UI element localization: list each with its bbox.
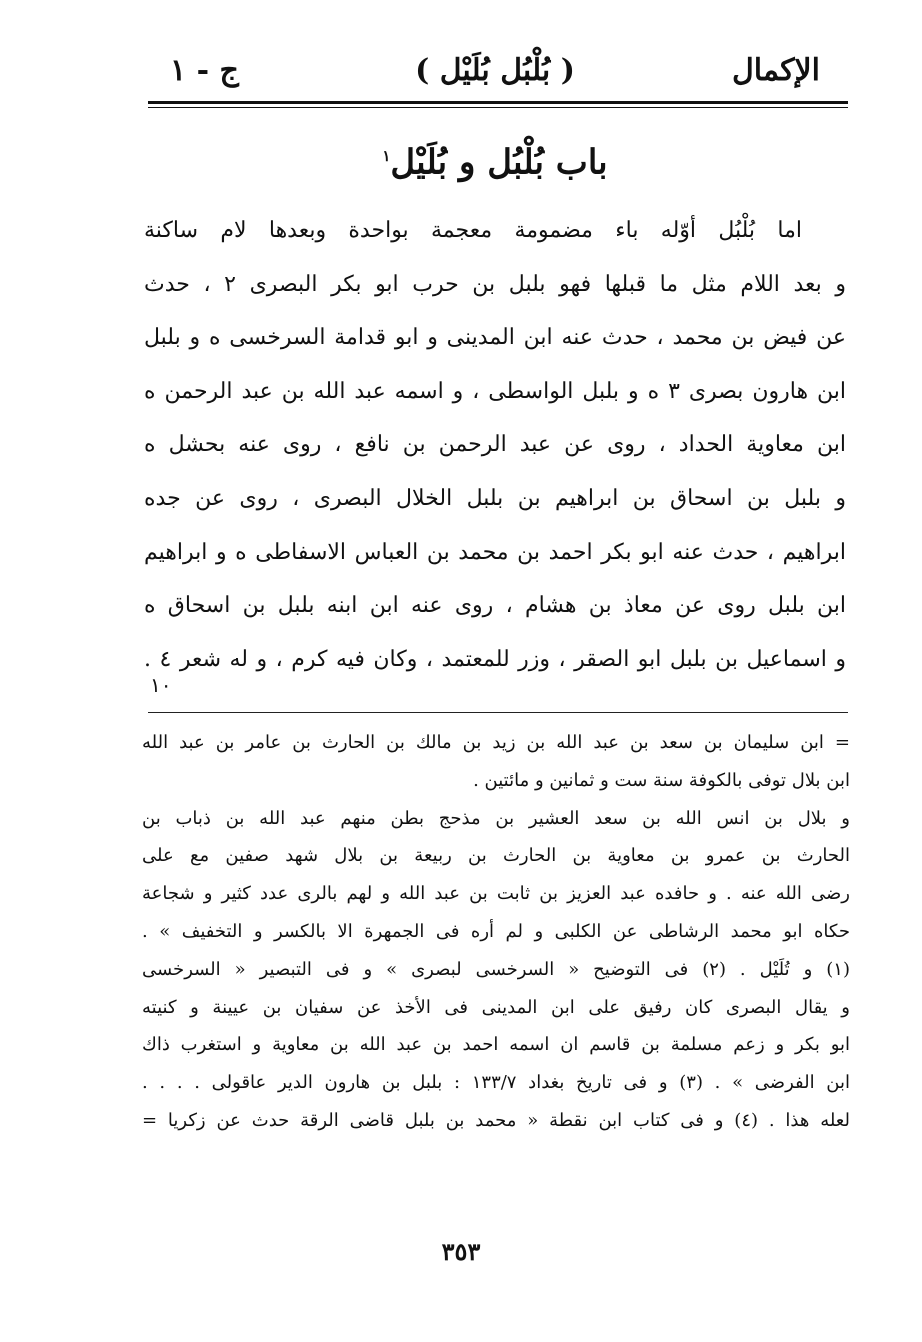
footnote-line: لعله هذا . (٤) و فى كتاب ابن نقطة « محمد بن بلبل قاضى الرقة حدث عن زكريا = xyxy=(142,1109,850,1131)
footnote-line: ابن بلال توفى بالكوفة سنة ست و ثمانين و مائتين . xyxy=(473,769,850,791)
header-rule-thin xyxy=(148,107,848,108)
main-text-line: و بعد اللام مثل ما قبلها فهو بلبل بن حرب ابو بكر البصرى ٢ ، حدث xyxy=(144,271,846,297)
main-text-line: ابن هارون بصرى ٣ ه و بلبل الواسطى ، و اسمه عبد الله بن عبد الرحمن ه xyxy=(144,378,846,404)
main-text-line: عن فيض بن محمد ، حدث عنه ابن المدينى و ابو قدامة السرخسى ه و بلبل xyxy=(144,325,846,351)
main-text-line: ابن معاوية الحداد ، روى عن عبد الرحمن بن نافع ، روى عنه بحشل ه xyxy=(144,432,846,458)
footnote-line: و يقال البصرى كان رفيق على ابن المدينى فى الأخذ عن سفيان بن عيينة و كنيته xyxy=(142,996,850,1018)
section-heading: ( بُلْبُل بُلَيْل ) xyxy=(415,53,575,88)
chapter-title-footnote-mark: ١ xyxy=(382,147,391,165)
main-text-line: و اسماعيل بن بلبل ابو الصقر ، وزر للمعتمد ، وكان فيه كرم ، و له شعر ٤ . xyxy=(144,646,846,672)
footnote-line: ابن الفرضى » . (٣) و فى تاريخ بغداد ١٣٣/٧ : بلبل بن هارون الدير عاقولى . . . . xyxy=(142,1072,850,1094)
main-text xyxy=(144,204,846,686)
page-number: ٣٥٣ xyxy=(441,1237,481,1266)
footnote-line: رضى الله عنه . و حافده عبد العزيز بن ثابت بن عبد الله و لهم بالرى عدد كثير و شجاعة xyxy=(142,883,850,905)
footnote-line: = ابن سليمان بن سعد بن عبد الله بن زيد بن مالك بن الحارث بن عامر بن عبد الله xyxy=(142,732,850,753)
book-title: الإكمال xyxy=(731,53,820,88)
main-text-line: ابن بلبل روى عن معاذ بن هشام ، روى عنه ابن ابنه بلبل بن اسحاق ه xyxy=(144,593,846,619)
footnote-line: حكاه ابو محمد الرشاطى عن الكلبى و لم أره فى الجمهرة الا بالكسر و التخفيف » . xyxy=(142,920,850,942)
footnote-line: و بلال بن انس الله بن سعد العشير بن مذحج بطن منهم عبد الله بن ذباب بن xyxy=(142,807,850,829)
header-rule-thick xyxy=(148,101,848,104)
main-text-line: اما بُلْبُل أوّله باء مضمومة معجمة بواحدة وبعدها لام ساكنة xyxy=(144,218,802,243)
volume-number: ج - ١ xyxy=(170,53,239,88)
margin-line-number: ١٠ xyxy=(150,673,172,697)
chapter-title xyxy=(150,128,840,184)
footnote-separator xyxy=(148,712,848,713)
footnote-line: ابو بكر و زعم مسلمة بن قاسم ان اسمه احمد بن عبد الله بن معاوية و استغرب ذاك xyxy=(142,1034,850,1056)
footnote-line: الحارث بن عمرو بن معاوية بن الحارث بن ربيعة بن بلال شهد صفين مع على xyxy=(142,845,850,867)
footnotes xyxy=(142,724,850,1140)
running-header xyxy=(150,46,840,96)
main-text-line: ابراهيم ، حدث عنه ابو بكر احمد بن محمد بن العباس الاسفاطى ه و ابراهيم xyxy=(144,539,846,565)
footnote-line: (١) و تُلَيْل . (٢) فى التوضيح « السرخسى لبصرى » و فى التبصير « السرخسى xyxy=(142,958,850,980)
main-text-line: و بلبل بن اسحاق بن ابراهيم بن بلبل الخلال البصرى ، روى عن جده xyxy=(144,485,846,511)
chapter-title-text: باب بُلْبُل و بُلَيْل xyxy=(390,142,608,183)
